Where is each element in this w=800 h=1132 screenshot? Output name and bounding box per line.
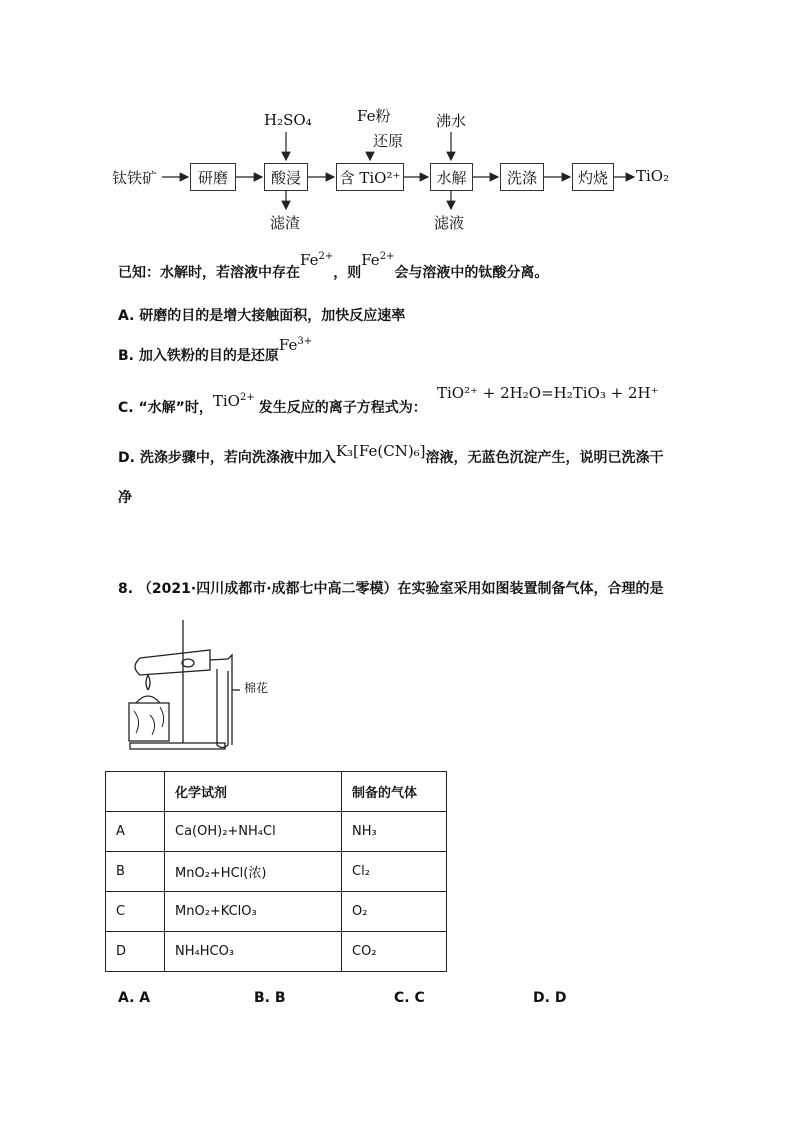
flow-input-fe: Fe粉: [357, 107, 391, 125]
flowchart-arrows: [0, 0, 800, 240]
stand-base: [130, 743, 225, 749]
option-c: C. “水解”时，TiO$^{2+}$发生反应的离子方程式为：: [118, 392, 427, 416]
table-cell: CO₂: [342, 932, 447, 972]
flow-input-reduce: 还原: [373, 132, 404, 150]
answer-c: C. C: [394, 990, 425, 1006]
option-b-ion: $Fe^{3+}$: [278, 336, 313, 354]
answer-b: B. B: [254, 990, 286, 1006]
option-d-reagent: K₃[Fe(CN)₆]: [335, 442, 426, 460]
table-cell: A: [106, 812, 165, 852]
flow-end: TiO₂: [636, 167, 670, 185]
reagent-table: [105, 771, 447, 972]
flow-output-filtrate: 滤液: [434, 214, 465, 232]
known-ion-1: $Fe^{2+}$: [300, 251, 334, 269]
flow-input-water: 沸水: [436, 112, 467, 130]
table-cell: NH₃: [342, 812, 447, 852]
flow-input-acid: H₂SO₄: [264, 111, 312, 129]
table-header-blank: [106, 772, 165, 812]
test-tube: [135, 650, 210, 675]
option-b: B. 加入铁粉的目的是还原$Fe^{3+}$: [118, 336, 313, 364]
question-8-stem: 8. （2021·四川成都市·成都七中高二零模）在实验室采用如图装置制备气体，合理的是: [118, 581, 664, 597]
table-cell: D: [106, 932, 165, 972]
flow-step-hydrolysis: 水解: [430, 163, 473, 191]
table-header-row: [106, 772, 447, 812]
flow-step-calcine: 灼烧: [572, 163, 614, 191]
table-cell: Ca(OH)₂+NH₄Cl: [165, 812, 342, 852]
table-cell: MnO₂+HCl(浓): [165, 852, 342, 892]
table-row: [106, 812, 447, 852]
flow-output-residue: 滤渣: [270, 214, 301, 232]
known-prefix: 已知：水解时，若溶液中存在: [118, 265, 300, 281]
table-header-gas: 制备的气体: [342, 772, 447, 812]
flow-step-tio2-solution: 含 TiO²⁺: [336, 163, 404, 191]
table-row: [106, 852, 447, 892]
table-cell: C: [106, 892, 165, 932]
table-row: [106, 892, 447, 932]
option-c-ion: TiO$^{2+}$: [212, 392, 255, 410]
table-cell: Cl₂: [342, 852, 447, 892]
known-statement: [118, 251, 549, 282]
option-c-equation: TiO²⁺ + 2H₂O=H₂TiO₃ + 2H⁺: [437, 384, 659, 402]
flow-start: 钛铁矿: [112, 169, 158, 187]
clamp-ring: [182, 659, 194, 667]
option-d: D. 洗涤步骤中，若向洗涤液中加入K₃[Fe(CN)₆]溶液，无蓝色沉淀产生，说明已洗涤干: [118, 442, 664, 466]
table-cell: O₂: [342, 892, 447, 932]
table-row: [106, 932, 447, 972]
cotton-label: 棉花: [244, 681, 269, 695]
option-a: A. 研磨的目的是增大接触面积，加快反应速率: [118, 308, 406, 324]
table-header-reagent: 化学试剂: [165, 772, 342, 812]
known-suffix: 会与溶液中的钛酸分离。: [394, 265, 549, 281]
known-mid: ，则: [333, 265, 362, 281]
collection-tube: [217, 669, 228, 748]
option-d-continued: 净: [118, 490, 132, 506]
table-cell: B: [106, 852, 165, 892]
table-cell: MnO₂+KClO₃: [165, 892, 342, 932]
flow-step-acid-leach: 酸浸: [264, 163, 308, 191]
flow-step-grind: 研磨: [190, 163, 236, 191]
flow-step-wash: 洗涤: [500, 163, 544, 191]
lamp-top: [136, 696, 160, 703]
flame: [146, 675, 150, 690]
answer-a: A. A: [118, 990, 151, 1006]
known-ion-2: $Fe^{2+}$: [361, 251, 395, 269]
apparatus-diagram: [120, 615, 320, 755]
table-cell: NH₄HCO₃: [165, 932, 342, 972]
answer-d: D. D: [533, 990, 567, 1006]
